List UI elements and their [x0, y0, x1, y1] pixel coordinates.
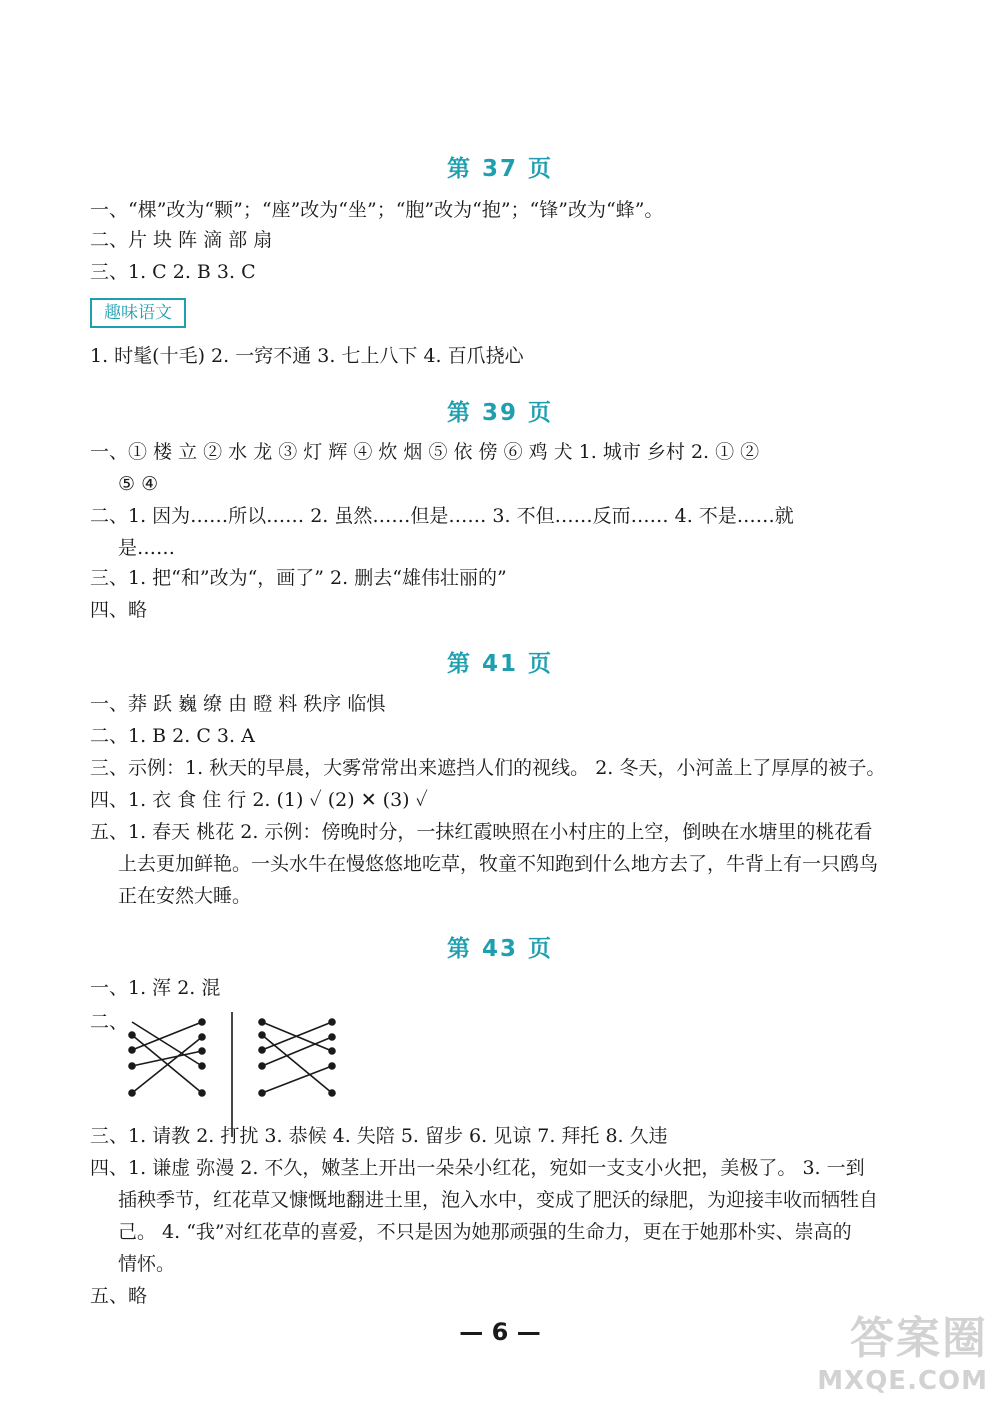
section-title-p37: 第 37 页 — [446, 156, 554, 182]
answer-line: 上去更加鲜艳。一头水牛在慢悠悠地吃草，牧童不知跑到什么地方去了，牛背上有一只鸥鸟 — [118, 853, 879, 875]
answer-line: 一、“棵”改为“颗”；“座”改为“坐”；“胞”改为“抱”；“锋”改为“蜂”。 — [90, 199, 664, 221]
section-title-p43: 第 43 页 — [446, 936, 554, 962]
answer-line: 二、片 块 阵 滴 部 扇 — [90, 229, 273, 251]
answer-line: 是…… — [118, 537, 176, 559]
answer-line: 一、莽 跃 巍 缭 由 瞪 料 秩序 临惧 — [90, 693, 386, 715]
answer-line: 插秧季节，红花草又慷慨地翻进土里，泡入水中，变成了肥沃的绿肥，为迎接丰收而牺牲自 — [118, 1189, 879, 1211]
answer-line: 四、1. 衣 食 住 行 2. (1) ✓ (2) ✕ (3) ✓ — [90, 789, 428, 811]
watermark-text: 答案圈 — [850, 1313, 988, 1364]
answer-line: 己。 4. “我”对红花草的喜爱，不只是因为她那顽强的生命力，更在于她那朴实、崇高的 — [118, 1221, 852, 1243]
matching-diagram — [118, 1012, 338, 1142]
answer-line: 五、略 — [90, 1285, 148, 1307]
watermark-url: MXQE.COM — [817, 1366, 988, 1396]
section-title-p39: 第 39 页 — [446, 400, 554, 426]
answer-line: 二、1. B 2. C 3. A — [90, 725, 255, 747]
answer-line: 三、1. 请教 2. 打扰 3. 恭候 4. 失陪 5. 留步 6. 见谅 7. 拜托 8. 久违 — [90, 1125, 668, 1147]
section-title-p41: 第 41 页 — [446, 651, 554, 677]
answer-line: 四、1. 谦虚 弥漫 2. 不久，嫩茎上开出一朵朵小红花，宛如一支支小火把，美极了。 3. 一到 — [90, 1157, 865, 1179]
answer-line: 1. 时髦(十毛) 2. 一窍不通 3. 七上八下 4. 百爪挠心 — [90, 345, 524, 367]
answer-line: 正在安然大睡。 — [118, 885, 252, 907]
watermark-logo — [817, 1302, 988, 1396]
answer-line: ⑤ ④ — [118, 473, 159, 495]
answer-line: 五、1. 春天 桃花 2. 示例：傍晚时分，一抹红霞映照在小村庄的上空，倒映在水塘里的桃花看 — [90, 821, 873, 843]
answer-line: 情怀。 — [118, 1253, 176, 1275]
fun-chinese-badge: 趣味语文 — [90, 298, 186, 328]
answer-line: 二、 — [90, 1011, 129, 1033]
answer-line: 三、1. C 2. B 3. C — [90, 261, 256, 283]
answer-line: 一、① 楼 立 ② 水 龙 ③ 灯 辉 ④ 炊 烟 ⑤ 依 傍 ⑥ 鸡 犬 1. 城市 乡村 2. ① ② — [90, 441, 760, 463]
answer-line: 四、略 — [90, 599, 148, 621]
answer-line: 二、1. 因为……所以…… 2. 虽然……但是…… 3. 不但……反而…… 4. 不是……就 — [90, 505, 794, 527]
answer-line: 三、示例：1. 秋天的早晨，大雾常常出来遮挡人们的视线。 2. 冬天，小河盖上了厚厚的被子。 — [90, 757, 886, 779]
page-number: — 6 — — [459, 1318, 541, 1346]
answer-line: 三、1. 把“和”改为“，画了” 2. 删去“雄伟壮丽的” — [90, 567, 507, 589]
answer-line: 一、1. 浑 2. 混 — [90, 977, 221, 999]
